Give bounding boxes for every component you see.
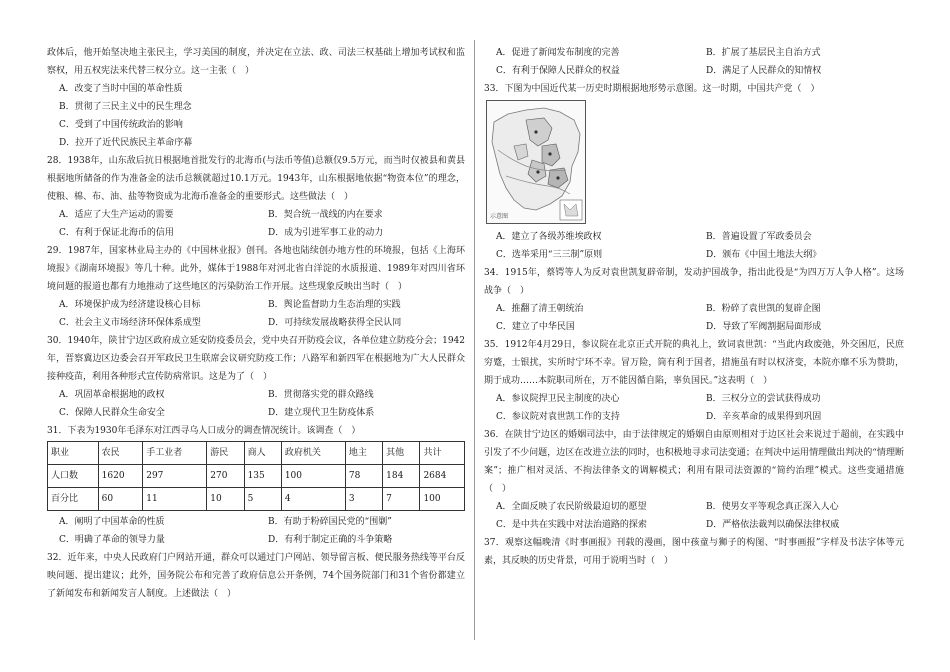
- q29-option-d[interactable]: D．可持续发展战略获得全民认同: [268, 318, 402, 328]
- table-cell: 地主: [345, 442, 382, 465]
- table-cell: 135: [244, 465, 281, 488]
- q30-options: [47, 386, 465, 422]
- q28-option-a[interactable]: A．适应了大生产运动的需要: [59, 210, 174, 220]
- q30-stem: 30．1940年，陕甘宁边区政府成立延安防疫委员会，党中央召开防疫会议，各单位建立防疫分会；1942年，晋察冀边区边委会召开军政民卫生联席会议研究防疫工作；八路军和新四军在根据地为广大人民群众接种疫苗，利用各种形式宣传防病常识。这是为了（ ）: [47, 336, 465, 382]
- population-table: [47, 441, 465, 511]
- q36-options: [484, 498, 904, 534]
- q32-option-c[interactable]: C．有利于保障人民群众的权益: [496, 66, 620, 76]
- q28-option-d[interactable]: D．成为引进军事工业的动力: [268, 228, 384, 238]
- q31-stem: 31．下表为1930年毛泽东对江西寻乌人口成分的调查情况统计。该调查（ ）: [47, 426, 361, 436]
- table-cell: 政府机关: [281, 442, 345, 465]
- table-cell: 4: [281, 488, 345, 511]
- left-column: [47, 44, 465, 603]
- q35-option-a[interactable]: A．参议院捍卫民主制度的决心: [496, 394, 620, 404]
- q27-option-c[interactable]: C．受到了中国传统政治的影响: [59, 120, 183, 130]
- table-cell: 11: [143, 488, 207, 511]
- q35-option-b[interactable]: B．三权分立的尝试获得成功: [706, 394, 821, 404]
- table-cell: 共计: [420, 442, 465, 465]
- q31-option-c[interactable]: C．明确了革命的领导力量: [59, 535, 165, 545]
- q29-option-a[interactable]: A．环境保护成为经济建设核心目标: [59, 300, 201, 310]
- q32-option-d[interactable]: D．满足了人民群众的知情权: [706, 66, 822, 76]
- table-cell: 1620: [98, 465, 143, 488]
- q33-option-d[interactable]: D．颁布《中国土地法大纲》: [706, 250, 822, 260]
- q34-option-c[interactable]: C．建立了中华民国: [496, 322, 575, 332]
- q36-stem: 36．在陕甘宁边区的婚姻司法中，由于法律规定的婚姻自由原则相对于边区社会来说过于超前，在实践中引发了不少问题，边区在改进立法的同时，也积极地寻求司法变通；在判决中运用情理做出判决的“情理断案”；推广相对灵活、不拘法律条文的调解模式；利用有限司法资源的“简约治理”模式。这些变通措施（ ）: [484, 430, 904, 494]
- table-cell: 184: [383, 465, 420, 488]
- q28-option-c[interactable]: C．有利于保证北海币的信用: [59, 228, 174, 238]
- q28-stem: 28．1938年，山东敌后抗日根据地首批发行的北海币(与法币等值)总额仅9.5万元，而当时仅被县和黄县根据地所储备的作为准备金的法币总额就超过10.1万元。1943年，山东根据地依据“物资本位”的理念，使粮、棉、布、油、盐等物资成为北海币准备金的重要形式。这些做法（ ）: [47, 156, 465, 202]
- table-cell: 100: [281, 465, 345, 488]
- q29-options: [47, 296, 465, 332]
- table-cell: 职业: [48, 442, 99, 465]
- map-label: 示意图: [490, 213, 509, 220]
- q34-stem: 34．1915年，蔡锷等人为反对袁世凯复辟帝制，发动护国战争，指出此役是“为四万万人争人格”。这场战争（ ）: [484, 268, 904, 296]
- table-cell: 2684: [420, 465, 465, 488]
- q27-option-b[interactable]: B．贯彻了三民主义中的民生理念: [59, 102, 192, 112]
- q30-option-d[interactable]: D．建立现代卫生防疫体系: [268, 408, 375, 418]
- table-cell: 商人: [244, 442, 281, 465]
- table-cell: 手工业者: [143, 442, 207, 465]
- q32-option-b[interactable]: B．扩展了基层民主自治方式: [706, 48, 821, 58]
- q35-options: [484, 390, 904, 426]
- table-cell: 78: [345, 465, 382, 488]
- q31-option-a[interactable]: A．阐明了中国革命的性质: [59, 517, 165, 527]
- table-row: [48, 488, 465, 511]
- table-cell: 3: [345, 488, 382, 511]
- q34-option-d[interactable]: D．导致了军阀割据局面形成: [706, 322, 822, 332]
- q31-option-d[interactable]: D．有利于制定正确的斗争策略: [268, 535, 393, 545]
- q27-option-a[interactable]: A．改变了当时中国的革命性质: [59, 84, 183, 94]
- q36-option-d[interactable]: D．严格依法裁判以确保法律权威: [706, 520, 840, 530]
- q29-option-c[interactable]: C．社会主义市场经济环保体系成型: [59, 318, 201, 328]
- q36-option-b[interactable]: B．使男女平等观念真正深入人心: [706, 502, 839, 512]
- table-cell: 60: [98, 488, 143, 511]
- column-divider: [474, 40, 475, 640]
- q30-option-b[interactable]: B．贯彻落实党的群众路线: [268, 390, 374, 400]
- q31-option-b[interactable]: B．有助于粉碎国民党的“围剿”: [268, 517, 392, 527]
- table-cell: 5: [244, 488, 281, 511]
- q35-stem: 35．1912年4月29日，参议院在北京正式开院的典礼上，致词袁世凯：“当此内政废弛，外交困厄，民庶穷蹙，士银扰，实所时宁环不幸。冒万险，筒有利于国者，措施虽有时以权济变，本院亦靡不乐为赞助，期于成功……本院职司所在，万不能因循自陷，辜负国民。”这表明（ ）: [484, 340, 904, 386]
- q34-option-b[interactable]: B．粉碎了袁世凯的复辟企图: [706, 304, 821, 314]
- q27-continuation: 政体后，他开始坚决地主张民主，学习美国的制度，并决定在立法、政、司法三权基础上增加考试权和监察权，用五权宪法来代替三权分立。这一主张（ ）: [47, 48, 465, 76]
- table-cell: 人口数: [48, 465, 99, 488]
- q32-option-a[interactable]: A．促进了新闻发布制度的完善: [496, 48, 620, 58]
- table-cell: 10: [207, 488, 244, 511]
- q33-option-c[interactable]: C．选举采用“三三制”原则: [496, 250, 603, 260]
- q34-options: [484, 300, 904, 336]
- q28-options: [47, 206, 465, 242]
- q35-option-d[interactable]: D．辛亥革命的成果得到巩固: [706, 412, 822, 422]
- right-column: [484, 44, 904, 570]
- q35-option-c[interactable]: C．参议院对袁世凯工作的支持: [496, 412, 620, 422]
- table-header-row: [48, 442, 465, 465]
- q34-option-a[interactable]: A．推翻了清王朝统治: [496, 304, 584, 314]
- table-cell: 297: [143, 465, 207, 488]
- q37-stem: 37．观察这幅晚清《时事画报》刊载的漫画，图中孩童与狮子的构图、“时事画报”字样及书法字体等元素，其反映的历史背景，可用于说明当时（ ）: [484, 538, 904, 566]
- table-cell: 100: [420, 488, 465, 511]
- table-cell: 游民: [207, 442, 244, 465]
- q32-options: [484, 44, 904, 80]
- q33-stem: 33．下图为中国近代某一历史时期根据地形势示意图。这一时期，中国共产党（ ）: [484, 84, 820, 94]
- table-cell: 农民: [98, 442, 143, 465]
- q33-option-b[interactable]: B．普遍设置了军政委员会: [706, 232, 812, 242]
- table-cell: 百分比: [48, 488, 99, 511]
- q30-option-c[interactable]: C．保障人民群众生命安全: [59, 408, 165, 418]
- map-graphic: [486, 100, 586, 224]
- q33-options: [484, 228, 904, 264]
- q33-option-a[interactable]: A．建立了各级苏维埃政权: [496, 232, 602, 242]
- q36-option-a[interactable]: A．全面反映了农民阶级最迫切的愿望: [496, 502, 647, 512]
- table-cell: 7: [383, 488, 420, 511]
- q32-stem: 32．近年来，中央人民政府门户网站开通，群众可以通过门户网站、领导留言板、便民服务热线等平台反映问题、提出建议；此外，国务院公布和完善了政府信息公开条例，74个国务院部门和31个省份都建立了新闻发布和新闻发言人制度。上述做法（ ）: [47, 553, 465, 599]
- q29-stem: 29．1987年，国家林业局主办的《中国林业报》创刊。各地也陆续创办地方性的环境报，包括《上海环境报》《湖南环境报》等几十种。此外，媒体于1988年对河北省白洋淀的水质报道、1989年对四川省环境问题的报道也都有力地推动了这些地区的污染防治工作开展。这些现象反映出当时（ ）: [47, 246, 465, 292]
- table-row: [48, 465, 465, 488]
- q36-option-c[interactable]: C．是中共在实践中对法治道路的探索: [496, 520, 647, 530]
- q27-options: [47, 80, 465, 152]
- q29-option-b[interactable]: B．舆论监督助力生态治理的实践: [268, 300, 401, 310]
- q30-option-a[interactable]: A．巩固革命根据地的政权: [59, 390, 165, 400]
- q31-options: [47, 513, 465, 549]
- q27-option-d[interactable]: D．拉开了近代民族民主革命序幕: [59, 138, 193, 148]
- q28-option-b[interactable]: B．契合统一战线的内在要求: [268, 210, 383, 220]
- base-area-map: [486, 100, 586, 224]
- table-cell: 270: [207, 465, 244, 488]
- table-cell: 其他: [383, 442, 420, 465]
